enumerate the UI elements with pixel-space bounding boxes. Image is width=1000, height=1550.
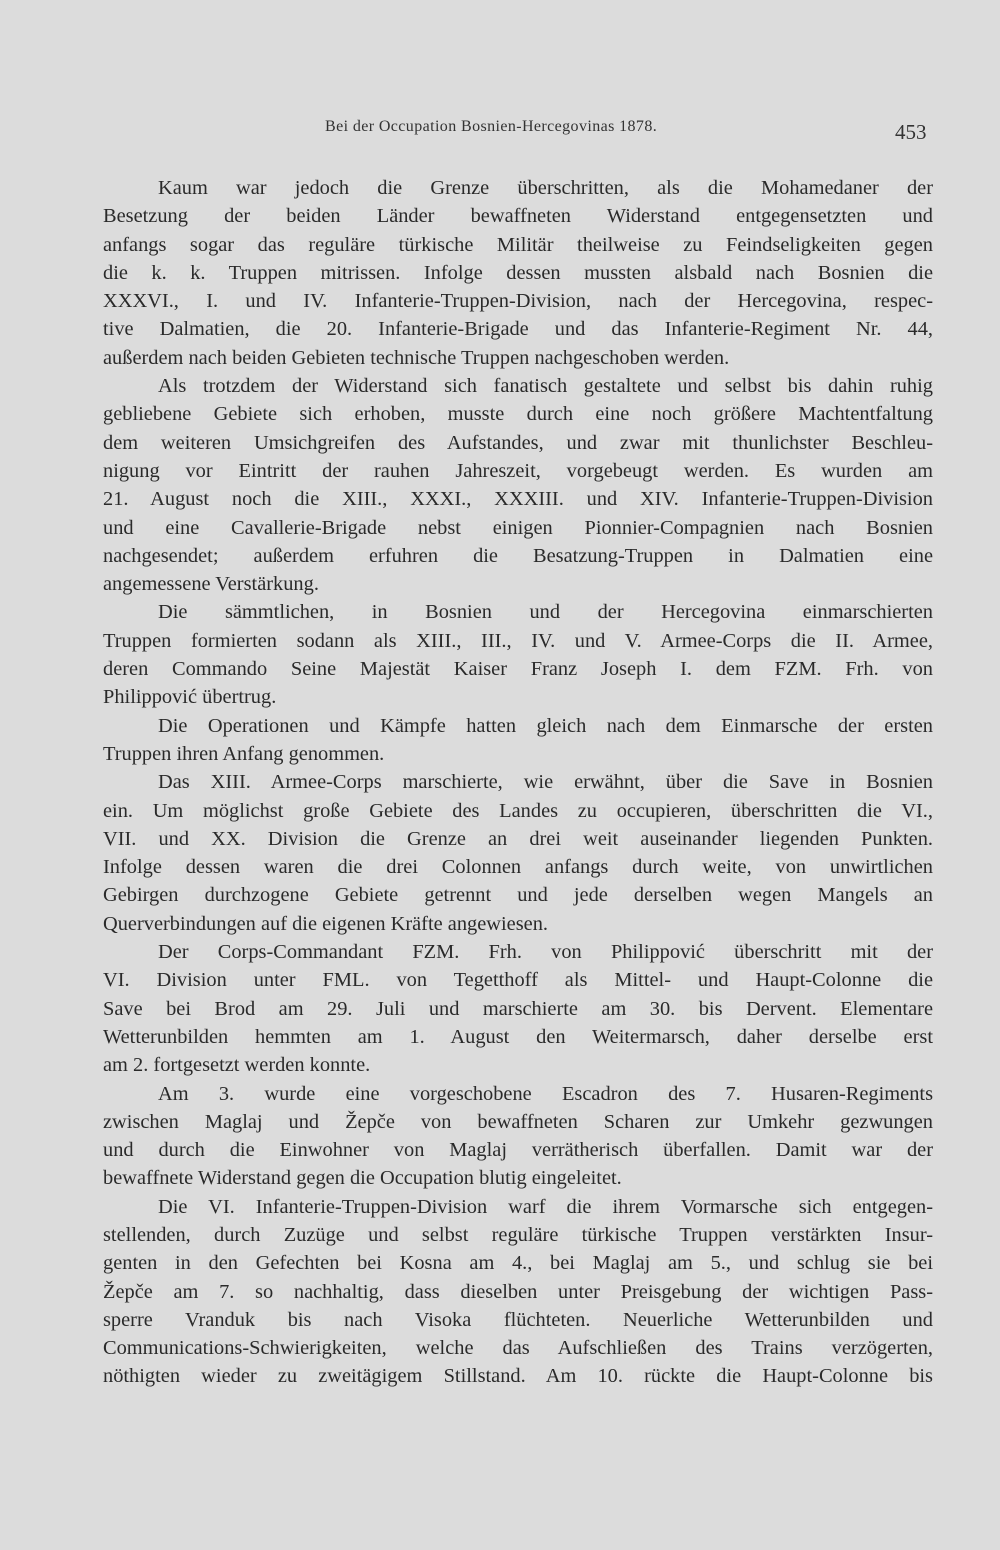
text-line: Infolge dessen waren die drei Colonnen anfangs durch weite, von unwirtlichen [103, 856, 933, 879]
text-line: Querverbindungen auf die eigenen Kräfte angewiesen. [103, 912, 548, 935]
text-line: anfangs sogar das reguläre türkische Militär theilweise zu Feindseligkeiten gegen [103, 233, 933, 256]
text-line: Das XIII. Armee-Corps marschierte, wie erwähnt, über die Save in Bosnien [158, 771, 933, 794]
body-text [103, 174, 933, 1391]
text-line: Die Operationen und Kämpfe hatten gleich nach dem Einmarsche der ersten [158, 714, 933, 737]
text-line: nöthigten wieder zu zweitägigem Stillstand. Am 10. rückte die Haupt-Colonne bis [103, 1365, 933, 1388]
text-line: Die sämmtlichen, in Bosnien und der Hercegovina einmarschierten [158, 601, 933, 624]
text-line: angemessene Verstärkung. [103, 573, 319, 596]
text-line: Als trotzdem der Widerstand sich fanatisch gestaltete und selbst bis dahin ruhig [158, 375, 933, 398]
text-line: Gebirgen durchzogene Gebiete getrennt und jede derselben wegen Mangels an [103, 884, 933, 907]
text-line: die k. k. Truppen mitrissen. Infolge dessen mussten alsbald nach Bosnien die [103, 261, 933, 284]
text-line: Žepče am 7. so nachhaltig, dass dieselben unter Preisgebung der wichtigen Pass- [103, 1280, 933, 1303]
text-line: und eine Cavallerie-Brigade nebst einigen Pionnier-Compagnien nach Bosnien [103, 516, 933, 539]
header-title: Bei der Occupation Bosnien-Hercegovinas 1878. [325, 118, 658, 135]
text-line: deren Commando Seine Majestät Kaiser Franz Joseph I. dem FZM. Frh. von [103, 658, 933, 681]
text-line: Wetterunbilden hemmten am 1. August den Weitermarsch, daher derselbe erst [103, 1025, 933, 1048]
text-line: Besetzung der beiden Länder bewaffneten Widerstand entgegensetzten und [103, 205, 933, 228]
text-line: sperre Vranduk bis nach Visoka flüchteten. Neuerliche Wetterunbilden und [103, 1308, 933, 1331]
text-line: ein. Um möglichst große Gebiete des Landes zu occupieren, überschritten die VI., [103, 799, 933, 822]
text-line: dem weiteren Umsichgreifen des Aufstandes, und zwar mit thunlichster Beschleu- [103, 431, 933, 454]
text-line: tive Dalmatien, die 20. Infanterie-Brigade und das Infanterie-Regiment Nr. 44, [103, 318, 933, 341]
text-line: Philippović übertrug. [103, 686, 277, 709]
text-line: Kaum war jedoch die Grenze überschritten, als die Mohamedaner der [158, 177, 933, 199]
text-line: bewaffnete Widerstand gegen die Occupation blutig eingeleitet. [103, 1167, 622, 1190]
text-line: nigung vor Eintritt der rauhen Jahreszeit, vorgebeugt werden. Es wurden am [103, 459, 933, 482]
text-line: Communications-Schwierigkeiten, welche das Aufschließen des Trains verzögerten, [103, 1337, 933, 1360]
text-line: stellenden, durch Zuzüge und selbst reguläre türkische Truppen verstärkten Insur- [103, 1223, 933, 1246]
text-line: XXXVI., I. und IV. Infanterie-Truppen-Division, nach der Hercegovina, respec- [103, 290, 933, 313]
text-line: Die VI. Infanterie-Truppen-Division warf die ihrem Vormarsche sich entgegen- [158, 1195, 933, 1218]
running-header [0, 118, 1000, 142]
text-line: Truppen formierten sodann als XIII., III., IV. und V. Armee-Corps die II. Armee, [103, 629, 933, 652]
text-line: außerdem nach beiden Gebieten technische Truppen nachgeschoben werden. [103, 346, 730, 369]
text-line: am 2. fortgesetzt werden konnte. [103, 1054, 371, 1077]
text-line: VI. Division unter FML. von Tegetthoff als Mittel- und Haupt-Colonne die [103, 969, 933, 992]
text-line: 21. August noch die XIII., XXXI., XXXIII. und XIV. Infanterie-Truppen-Division [103, 488, 933, 511]
text-line: Der Corps-Commandant FZM. Frh. von Philippović überschritt mit der [158, 941, 933, 964]
text-line: Truppen ihren Anfang genommen. [103, 742, 385, 765]
text-line: VII. und XX. Division die Grenze an drei weit auseinander liegenden Punkten. [103, 827, 933, 850]
text-line: Save bei Brod am 29. Juli und marschierte am 30. bis Dervent. Elementare [103, 997, 933, 1020]
text-line: nachgesendet; außerdem erfuhren die Besatzung-Truppen in Dalmatien eine [103, 544, 933, 567]
text-line: und durch die Einwohner von Maglaj verrätherisch überfallen. Damit war der [103, 1139, 933, 1162]
text-line: zwischen Maglaj und Žepče von bewaffneten Scharen zur Umkehr gezwungen [103, 1110, 933, 1133]
text-line: gebliebene Gebiete sich erhoben, musste durch eine noch größere Machtentfaltung [103, 403, 933, 426]
page-number: 453 [895, 120, 927, 144]
text-line: Am 3. wurde eine vorgeschobene Escadron des 7. Husaren-Regiments [158, 1082, 933, 1105]
text-line: genten in den Gefechten bei Kosna am 4., bei Maglaj am 5., und schlug sie bei [103, 1252, 933, 1275]
